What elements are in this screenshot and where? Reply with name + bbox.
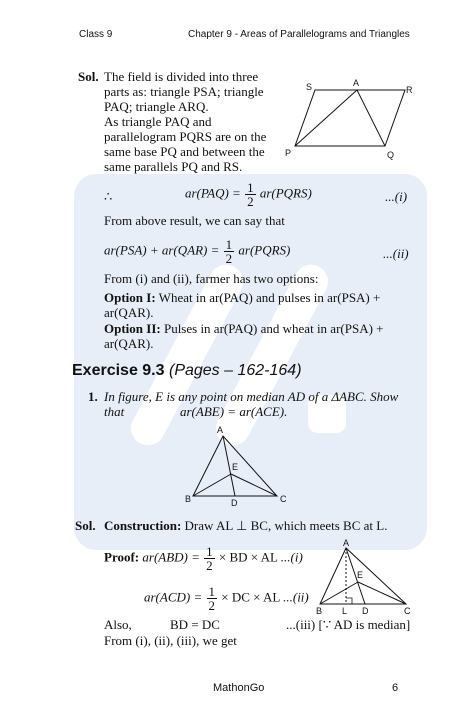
- label-q: Q: [387, 150, 395, 160]
- equation-2: [104, 238, 290, 265]
- label-l: L: [342, 606, 348, 616]
- segment-ce: [358, 582, 406, 604]
- option-2-text: Pulses in ar(PAQ) and wheat in ar(PSA) +: [163, 321, 384, 336]
- proof-1-lhs: ar(ABD) =: [142, 549, 200, 565]
- fraction-den: 2: [247, 194, 254, 209]
- fraction-den: 2: [225, 251, 233, 266]
- final-line: From (i), (ii), (iii), we get: [104, 633, 237, 648]
- sol1-line: parallelogram PQRS are on the: [104, 129, 267, 144]
- label-c: C: [280, 494, 287, 504]
- label-b: B: [316, 606, 323, 616]
- fraction-half: [224, 238, 235, 265]
- construction-label: Construction:: [104, 518, 182, 533]
- label-r: R: [406, 85, 413, 95]
- fraction-num: 1: [225, 237, 233, 252]
- segment-pa: [295, 90, 357, 146]
- proof-2-lhs: ar(ACD) =: [144, 589, 203, 605]
- fraction-num: 1: [247, 180, 254, 195]
- sol1-line: same base PQ and between the: [104, 144, 265, 159]
- class-label: Class 9: [79, 29, 113, 40]
- eq2-tag: ...(ii): [383, 246, 409, 261]
- proof-1-rhs: × BD × AL: [218, 549, 278, 565]
- option-2-label: Option II:: [104, 321, 161, 336]
- option-1-cont: ar(QAR).: [104, 305, 154, 320]
- parallelogram-pqrs: [295, 90, 405, 146]
- construction-text: Draw AL ⊥ BC, which meets BC at L.: [184, 518, 388, 533]
- label-e: E: [357, 570, 364, 580]
- sol1-line: As triangle PAQ and: [104, 114, 212, 129]
- eq2-lhs: ar(PSA) + ar(QAR) =: [104, 242, 220, 258]
- label-s: S: [306, 82, 313, 92]
- sol1-line: same parallels PQ and RS.: [104, 159, 243, 174]
- label-c: C: [404, 606, 411, 616]
- fraction-den: 2: [208, 598, 215, 613]
- proof-label: Proof:: [104, 549, 140, 565]
- result-text: From above result, we can say that: [104, 213, 285, 228]
- parallelogram-figure: [285, 80, 415, 165]
- eq1-tag: ...(i): [385, 189, 408, 204]
- proof-2-tag: ...(ii): [283, 589, 309, 605]
- option-1-text: Wheat in ar(PAQ) and pulses in ar(PSA) +: [158, 290, 381, 305]
- exercise-pages: (Pages – 162-164): [168, 362, 302, 379]
- sol1-line: PAQ; triangle ARQ.: [104, 99, 209, 114]
- label-p: P: [285, 148, 292, 158]
- eq1-rhs: ar(PQRS): [259, 185, 312, 201]
- fraction-den: 2: [206, 558, 213, 573]
- also-equation: BD = DC: [170, 617, 220, 632]
- option-2: [104, 321, 384, 337]
- fraction-half: [245, 181, 256, 208]
- label-d: D: [231, 498, 238, 508]
- sol1-line: The field is divided into three: [104, 69, 259, 84]
- segment-qa: [357, 90, 385, 146]
- options-intro: From (i) and (ii), farmer has two options:: [104, 271, 319, 286]
- equation-1: [185, 181, 312, 208]
- sol1-line: parts as: triangle PSA; triangle: [104, 84, 264, 99]
- eq2-rhs: ar(PQRS): [238, 242, 291, 258]
- eq1-lhs: ar(PAQ) =: [185, 185, 241, 201]
- option-1: [104, 290, 380, 306]
- chapter-title: Chapter 9 - Areas of Parallelograms and Triangles: [188, 29, 410, 40]
- footer-brand: MathonGo: [213, 682, 265, 694]
- page-number: 6: [392, 682, 399, 694]
- sol-label: Sol.: [75, 518, 96, 533]
- label-d: D: [362, 606, 369, 616]
- label-a: A: [353, 78, 360, 88]
- fraction-half: [207, 585, 218, 612]
- label-a: A: [217, 425, 224, 435]
- label-a: A: [343, 538, 350, 548]
- question-number: 1.: [88, 389, 98, 404]
- label-e: E: [232, 462, 239, 472]
- question-text-claim: ar(ABE) = ar(ACE).: [180, 404, 288, 419]
- proof-line-2: [144, 585, 309, 612]
- proof-1-tag: ...(i): [280, 549, 303, 565]
- option-2-cont: ar(QAR).: [104, 336, 154, 351]
- also-tag: ...(iii) [∵ AD is median]: [286, 617, 411, 632]
- also-label: Also,: [104, 617, 132, 632]
- triangle-altitude-figure: [313, 540, 418, 618]
- proof-line-1: [104, 545, 303, 572]
- triangle-median-figure: [185, 424, 295, 508]
- question-text: In figure, E is any point on median AD of a ΔABC. Show: [104, 389, 399, 404]
- proof-2-rhs: × DC × AL: [221, 589, 280, 605]
- exercise-heading: [72, 362, 302, 380]
- exercise-title: Exercise 9.3: [72, 362, 165, 379]
- right-angle-mark: [346, 598, 352, 604]
- fraction-num: 1: [206, 544, 213, 559]
- question-text-that: that: [104, 404, 125, 419]
- label-b: B: [185, 494, 192, 504]
- sol-label: Sol.: [78, 69, 99, 84]
- therefore-symbol: ∴: [104, 189, 113, 204]
- fraction-half: [204, 545, 215, 572]
- construction-line: [104, 518, 387, 534]
- segment-ce: [231, 474, 277, 496]
- option-1-label: Option I:: [104, 290, 156, 305]
- fraction-num: 1: [208, 584, 215, 599]
